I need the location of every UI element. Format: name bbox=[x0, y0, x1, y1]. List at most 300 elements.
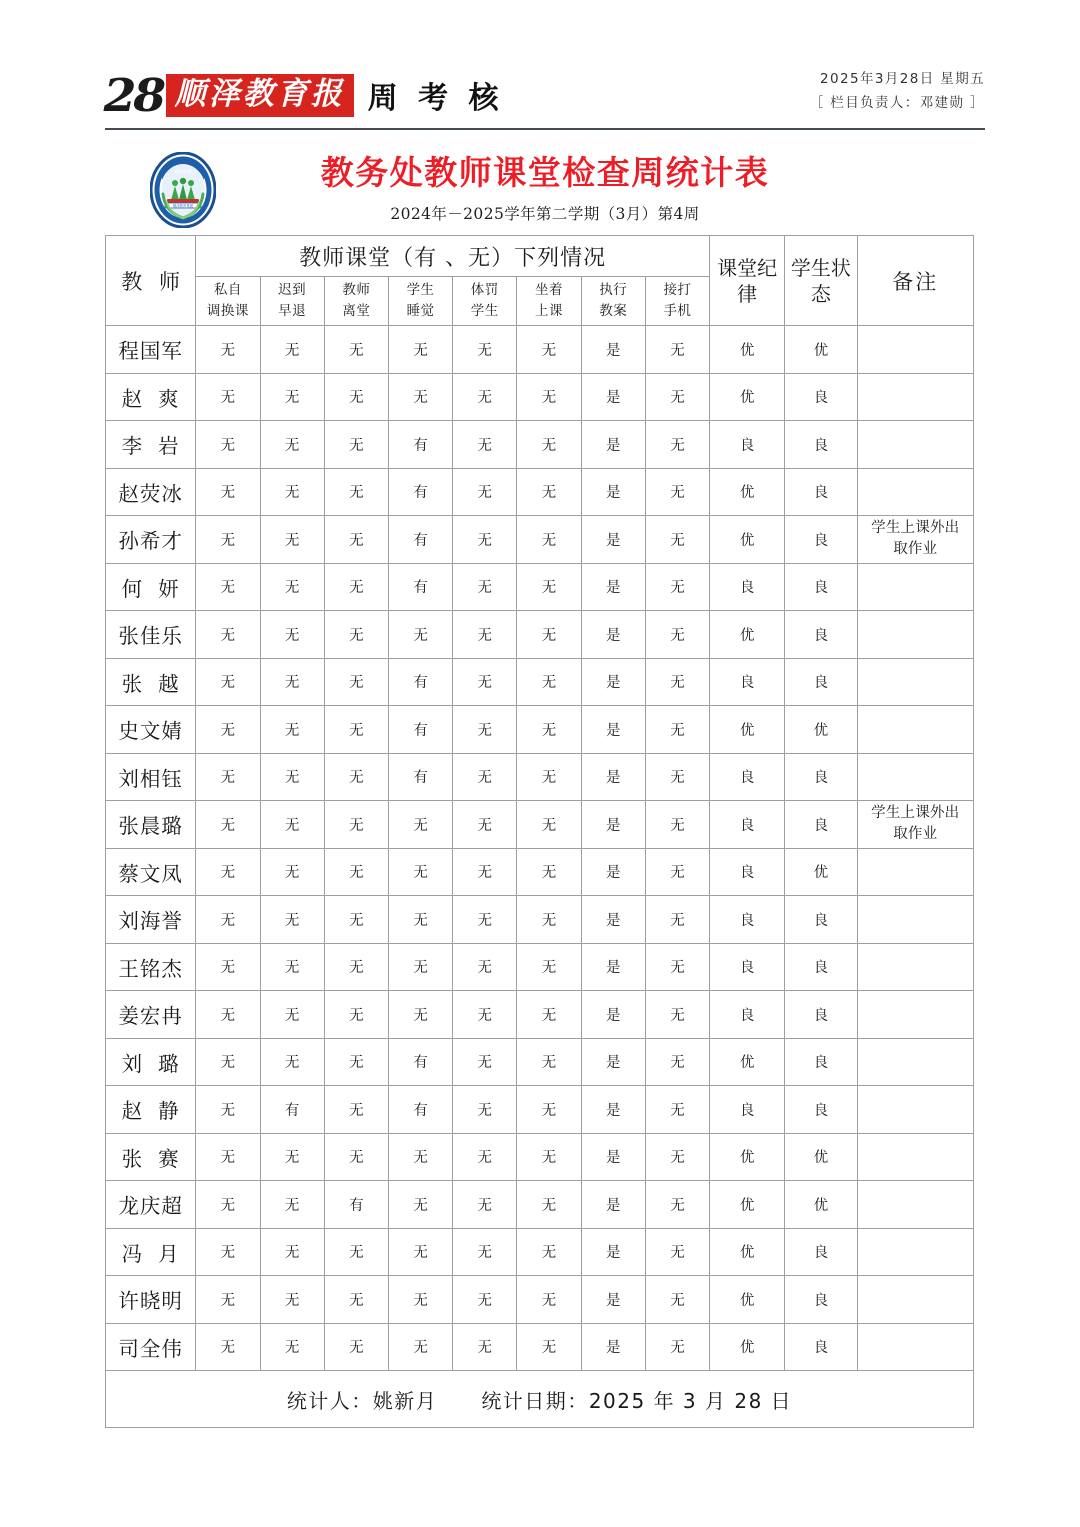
cell-item-3: 无 bbox=[324, 1086, 388, 1134]
cell-item-6: 无 bbox=[517, 753, 581, 801]
footer-row bbox=[106, 1371, 974, 1428]
cell-discipline: 良 bbox=[710, 801, 785, 849]
cell-discipline: 优 bbox=[710, 1228, 785, 1276]
cell-item-1: 无 bbox=[196, 373, 260, 421]
cell-remark bbox=[857, 563, 973, 611]
cell-item-3: 无 bbox=[324, 563, 388, 611]
footer-summary bbox=[106, 1371, 974, 1428]
cell-remark bbox=[857, 1038, 973, 1086]
cell-item-2: 无 bbox=[260, 706, 324, 754]
cell-student-state: 良 bbox=[785, 611, 857, 659]
teacher-name: 刘 璐 bbox=[106, 1038, 196, 1086]
cell-item-7: 是 bbox=[581, 326, 645, 374]
cell-item-2: 无 bbox=[260, 468, 324, 516]
header-item-8: 接打 手机 bbox=[645, 277, 709, 326]
cell-remark bbox=[857, 1181, 973, 1229]
cell-item-5: 无 bbox=[453, 706, 517, 754]
cell-item-4: 有 bbox=[388, 1038, 452, 1086]
cell-item-2: 无 bbox=[260, 563, 324, 611]
cell-item-6: 无 bbox=[517, 468, 581, 516]
cell-item-5: 无 bbox=[453, 326, 517, 374]
header-group-conditions: 教师课堂（有 、无）下列情况 bbox=[196, 236, 710, 277]
header-remark: 备注 bbox=[857, 236, 973, 326]
cell-item-3: 无 bbox=[324, 1038, 388, 1086]
cell-item-8: 无 bbox=[645, 991, 709, 1039]
cell-student-state: 良 bbox=[785, 1323, 857, 1371]
cell-remark bbox=[857, 326, 973, 374]
cell-item-3: 无 bbox=[324, 1133, 388, 1181]
cell-item-5: 无 bbox=[453, 753, 517, 801]
cell-remark bbox=[857, 706, 973, 754]
cell-student-state: 良 bbox=[785, 516, 857, 564]
header-item-6: 坐着 上课 bbox=[517, 277, 581, 326]
cell-item-8: 无 bbox=[645, 1133, 709, 1181]
page-subtitle: 2024年－2025学年第二学期（3月）第4周 bbox=[390, 205, 700, 223]
teacher-name: 张晨璐 bbox=[106, 801, 196, 849]
cell-item-5: 无 bbox=[453, 611, 517, 659]
cell-item-6: 无 bbox=[517, 1133, 581, 1181]
teacher-name: 李 岩 bbox=[106, 421, 196, 469]
cell-item-4: 无 bbox=[388, 991, 452, 1039]
teacher-name: 赵荧冰 bbox=[106, 468, 196, 516]
statistics-table-wrapper bbox=[105, 235, 974, 1428]
cell-item-1: 无 bbox=[196, 611, 260, 659]
title-block bbox=[105, 150, 985, 228]
cell-item-4: 无 bbox=[388, 611, 452, 659]
cell-student-state: 良 bbox=[785, 1228, 857, 1276]
table-row bbox=[106, 611, 974, 659]
cell-item-4: 无 bbox=[388, 1276, 452, 1324]
header-item-2: 迟到 早退 bbox=[260, 277, 324, 326]
cell-item-6: 无 bbox=[517, 896, 581, 944]
cell-item-3: 无 bbox=[324, 753, 388, 801]
cell-student-state: 良 bbox=[785, 896, 857, 944]
cell-discipline: 优 bbox=[710, 326, 785, 374]
cell-student-state: 良 bbox=[785, 421, 857, 469]
cell-discipline: 良 bbox=[710, 848, 785, 896]
table-row bbox=[106, 658, 974, 706]
cell-remark bbox=[857, 1133, 973, 1181]
header-item-3: 教师 离堂 bbox=[324, 277, 388, 326]
table-row bbox=[106, 373, 974, 421]
cell-item-7: 是 bbox=[581, 1323, 645, 1371]
cell-item-7: 是 bbox=[581, 801, 645, 849]
cell-item-5: 无 bbox=[453, 1276, 517, 1324]
cell-item-1: 无 bbox=[196, 1276, 260, 1324]
cell-item-7: 是 bbox=[581, 1228, 645, 1276]
cell-item-2: 无 bbox=[260, 1038, 324, 1086]
cell-item-8: 无 bbox=[645, 943, 709, 991]
header-student-state: 学生状 态 bbox=[785, 236, 857, 326]
cell-item-2: 无 bbox=[260, 1181, 324, 1229]
cell-remark bbox=[857, 1276, 973, 1324]
statistics-table bbox=[105, 235, 974, 1428]
cell-discipline: 优 bbox=[710, 1323, 785, 1371]
table-row bbox=[106, 1276, 974, 1324]
cell-item-3: 无 bbox=[324, 1323, 388, 1371]
cell-item-2: 无 bbox=[260, 326, 324, 374]
cell-item-3: 无 bbox=[324, 896, 388, 944]
cell-item-1: 无 bbox=[196, 1086, 260, 1134]
cell-item-6: 无 bbox=[517, 991, 581, 1039]
cell-discipline: 良 bbox=[710, 896, 785, 944]
cell-discipline: 优 bbox=[710, 611, 785, 659]
table-foot bbox=[106, 1371, 974, 1428]
cell-item-2: 无 bbox=[260, 991, 324, 1039]
cell-item-1: 无 bbox=[196, 943, 260, 991]
cell-item-4: 有 bbox=[388, 421, 452, 469]
cell-item-6: 无 bbox=[517, 1228, 581, 1276]
header-item-5: 体罚 学生 bbox=[453, 277, 517, 326]
cell-item-5: 无 bbox=[453, 801, 517, 849]
cell-discipline: 优 bbox=[710, 516, 785, 564]
cell-item-5: 无 bbox=[453, 1228, 517, 1276]
cell-remark bbox=[857, 468, 973, 516]
teacher-name: 许晓明 bbox=[106, 1276, 196, 1324]
table-row bbox=[106, 1323, 974, 1371]
cell-item-3: 无 bbox=[324, 706, 388, 754]
table-row bbox=[106, 468, 974, 516]
cell-item-8: 无 bbox=[645, 848, 709, 896]
table-row bbox=[106, 1228, 974, 1276]
cell-item-4: 有 bbox=[388, 658, 452, 706]
table-head bbox=[106, 236, 974, 326]
cell-item-4: 无 bbox=[388, 848, 452, 896]
cell-remark bbox=[857, 943, 973, 991]
section-label: 周 考 核 bbox=[367, 81, 504, 116]
cell-remark: 学生上课外出 取作业 bbox=[857, 801, 973, 849]
table-row bbox=[106, 563, 974, 611]
table-row bbox=[106, 848, 974, 896]
cell-discipline: 良 bbox=[710, 421, 785, 469]
cell-item-1: 无 bbox=[196, 801, 260, 849]
header-row-top bbox=[106, 236, 974, 277]
cell-student-state: 良 bbox=[785, 943, 857, 991]
table-row bbox=[106, 991, 974, 1039]
cell-item-1: 无 bbox=[196, 1133, 260, 1181]
cell-item-5: 无 bbox=[453, 421, 517, 469]
teacher-name: 蔡文凤 bbox=[106, 848, 196, 896]
table-row bbox=[106, 1086, 974, 1134]
cell-item-6: 无 bbox=[517, 1086, 581, 1134]
cell-item-6: 无 bbox=[517, 658, 581, 706]
teacher-name: 刘相钰 bbox=[106, 753, 196, 801]
cell-remark bbox=[857, 421, 973, 469]
cell-item-1: 无 bbox=[196, 706, 260, 754]
stat-date-value: 2025 年 3 月 28 日 bbox=[588, 1388, 793, 1413]
cell-item-8: 无 bbox=[645, 1181, 709, 1229]
header-item-1: 私自 调换课 bbox=[196, 277, 260, 326]
cell-item-4: 有 bbox=[388, 516, 452, 564]
masthead bbox=[105, 62, 985, 128]
publication-date: 2025年3月28日 星期五 bbox=[819, 71, 985, 87]
masthead-divider bbox=[105, 128, 985, 130]
cell-item-7: 是 bbox=[581, 611, 645, 659]
compiler-label: 统计人： bbox=[286, 1388, 373, 1413]
cell-item-2: 无 bbox=[260, 1276, 324, 1324]
cell-item-4: 无 bbox=[388, 1133, 452, 1181]
teacher-name: 姜宏冉 bbox=[106, 991, 196, 1039]
cell-item-5: 无 bbox=[453, 848, 517, 896]
table-row bbox=[106, 943, 974, 991]
teacher-name: 张 赛 bbox=[106, 1133, 196, 1181]
cell-item-6: 无 bbox=[517, 706, 581, 754]
cell-remark bbox=[857, 896, 973, 944]
svg-text:顺泽教育集团: 顺泽教育集团 bbox=[172, 204, 194, 208]
issue-number: 28 bbox=[103, 68, 164, 122]
teacher-name: 王铭杰 bbox=[106, 943, 196, 991]
table-row bbox=[106, 1038, 974, 1086]
cell-item-5: 无 bbox=[453, 468, 517, 516]
cell-item-7: 是 bbox=[581, 1276, 645, 1324]
cell-remark bbox=[857, 848, 973, 896]
cell-item-6: 无 bbox=[517, 421, 581, 469]
cell-item-6: 无 bbox=[517, 611, 581, 659]
teacher-name: 史文婧 bbox=[106, 706, 196, 754]
cell-item-2: 无 bbox=[260, 943, 324, 991]
cell-item-8: 无 bbox=[645, 326, 709, 374]
header-teacher: 教 师 bbox=[106, 236, 196, 326]
cell-item-8: 无 bbox=[645, 611, 709, 659]
cell-item-5: 无 bbox=[453, 373, 517, 421]
cell-item-2: 无 bbox=[260, 611, 324, 659]
cell-discipline: 良 bbox=[710, 753, 785, 801]
cell-item-6: 无 bbox=[517, 516, 581, 564]
cell-item-2: 无 bbox=[260, 658, 324, 706]
cell-item-1: 无 bbox=[196, 1038, 260, 1086]
teacher-name: 刘海誉 bbox=[106, 896, 196, 944]
cell-item-5: 无 bbox=[453, 658, 517, 706]
cell-item-6: 无 bbox=[517, 1276, 581, 1324]
cell-remark bbox=[857, 753, 973, 801]
cell-item-6: 无 bbox=[517, 1038, 581, 1086]
cell-item-4: 有 bbox=[388, 468, 452, 516]
cell-remark bbox=[857, 373, 973, 421]
cell-item-1: 无 bbox=[196, 1323, 260, 1371]
cell-item-6: 无 bbox=[517, 373, 581, 421]
cell-item-2: 无 bbox=[260, 801, 324, 849]
cell-item-8: 无 bbox=[645, 1086, 709, 1134]
cell-item-2: 无 bbox=[260, 848, 324, 896]
cell-discipline: 优 bbox=[710, 373, 785, 421]
cell-student-state: 良 bbox=[785, 991, 857, 1039]
cell-item-5: 无 bbox=[453, 896, 517, 944]
cell-item-2: 无 bbox=[260, 421, 324, 469]
cell-item-7: 是 bbox=[581, 1181, 645, 1229]
cell-item-5: 无 bbox=[453, 1181, 517, 1229]
cell-item-5: 无 bbox=[453, 1133, 517, 1181]
cell-item-7: 是 bbox=[581, 753, 645, 801]
cell-item-6: 无 bbox=[517, 943, 581, 991]
cell-item-3: 无 bbox=[324, 1276, 388, 1324]
cell-item-7: 是 bbox=[581, 421, 645, 469]
stat-date-label: 统计日期： bbox=[481, 1388, 589, 1413]
teacher-name: 张 越 bbox=[106, 658, 196, 706]
cell-item-3: 无 bbox=[324, 801, 388, 849]
cell-item-3: 无 bbox=[324, 516, 388, 564]
teacher-name: 孙希才 bbox=[106, 516, 196, 564]
cell-item-1: 无 bbox=[196, 468, 260, 516]
cell-item-3: 有 bbox=[324, 1181, 388, 1229]
teacher-name: 龙庆超 bbox=[106, 1181, 196, 1229]
cell-item-1: 无 bbox=[196, 753, 260, 801]
cell-item-7: 是 bbox=[581, 658, 645, 706]
cell-item-8: 无 bbox=[645, 1323, 709, 1371]
cell-remark bbox=[857, 1228, 973, 1276]
cell-item-2: 无 bbox=[260, 1323, 324, 1371]
cell-item-8: 无 bbox=[645, 753, 709, 801]
cell-item-1: 无 bbox=[196, 1181, 260, 1229]
cell-item-8: 无 bbox=[645, 658, 709, 706]
cell-remark: 学生上课外出 取作业 bbox=[857, 516, 973, 564]
cell-discipline: 良 bbox=[710, 943, 785, 991]
cell-discipline: 优 bbox=[710, 1038, 785, 1086]
teacher-name: 何 妍 bbox=[106, 563, 196, 611]
cell-item-3: 无 bbox=[324, 373, 388, 421]
cell-item-5: 无 bbox=[453, 563, 517, 611]
paper-name-badge: 顺泽教育报 bbox=[166, 74, 354, 117]
cell-item-1: 无 bbox=[196, 896, 260, 944]
cell-item-7: 是 bbox=[581, 896, 645, 944]
table-body bbox=[106, 326, 974, 1371]
table-row bbox=[106, 326, 974, 374]
cell-remark bbox=[857, 658, 973, 706]
table-row bbox=[106, 1181, 974, 1229]
cell-item-8: 无 bbox=[645, 706, 709, 754]
table-row bbox=[106, 1133, 974, 1181]
cell-item-4: 无 bbox=[388, 326, 452, 374]
cell-item-3: 无 bbox=[324, 848, 388, 896]
cell-item-3: 无 bbox=[324, 421, 388, 469]
cell-item-8: 无 bbox=[645, 1276, 709, 1324]
table-row bbox=[106, 421, 974, 469]
cell-item-2: 无 bbox=[260, 373, 324, 421]
svg-text:顺泽学校: 顺泽学校 bbox=[174, 169, 192, 174]
cell-item-6: 无 bbox=[517, 326, 581, 374]
teacher-name: 张佳乐 bbox=[106, 611, 196, 659]
cell-item-5: 无 bbox=[453, 943, 517, 991]
column-editor: ［ 栏目负责人：邓建勋 ］ bbox=[809, 94, 985, 111]
cell-item-1: 无 bbox=[196, 658, 260, 706]
table-row bbox=[106, 896, 974, 944]
cell-item-4: 有 bbox=[388, 706, 452, 754]
cell-item-1: 无 bbox=[196, 1228, 260, 1276]
cell-item-5: 无 bbox=[453, 991, 517, 1039]
cell-discipline: 优 bbox=[710, 1276, 785, 1324]
cell-item-7: 是 bbox=[581, 848, 645, 896]
cell-student-state: 良 bbox=[785, 468, 857, 516]
cell-item-8: 无 bbox=[645, 896, 709, 944]
cell-item-8: 无 bbox=[645, 516, 709, 564]
cell-student-state: 优 bbox=[785, 706, 857, 754]
header-discipline: 课堂纪 律 bbox=[710, 236, 785, 326]
cell-discipline: 良 bbox=[710, 991, 785, 1039]
cell-item-4: 无 bbox=[388, 801, 452, 849]
cell-student-state: 良 bbox=[785, 753, 857, 801]
cell-item-3: 无 bbox=[324, 611, 388, 659]
compiler-name: 姚新月 bbox=[372, 1388, 438, 1413]
cell-item-3: 无 bbox=[324, 991, 388, 1039]
teacher-name: 赵 爽 bbox=[106, 373, 196, 421]
cell-item-8: 无 bbox=[645, 1038, 709, 1086]
cell-item-2: 无 bbox=[260, 896, 324, 944]
cell-item-2: 无 bbox=[260, 516, 324, 564]
cell-item-6: 无 bbox=[517, 848, 581, 896]
cell-student-state: 良 bbox=[785, 801, 857, 849]
cell-item-8: 无 bbox=[645, 563, 709, 611]
cell-item-2: 无 bbox=[260, 753, 324, 801]
cell-item-1: 无 bbox=[196, 516, 260, 564]
cell-item-2: 无 bbox=[260, 1228, 324, 1276]
cell-item-6: 无 bbox=[517, 563, 581, 611]
cell-student-state: 良 bbox=[785, 563, 857, 611]
cell-item-7: 是 bbox=[581, 563, 645, 611]
cell-discipline: 良 bbox=[710, 1086, 785, 1134]
header-item-4: 学生 睡觉 bbox=[388, 277, 452, 326]
cell-item-7: 是 bbox=[581, 516, 645, 564]
cell-item-2: 无 bbox=[260, 1133, 324, 1181]
cell-item-6: 无 bbox=[517, 801, 581, 849]
cell-student-state: 优 bbox=[785, 326, 857, 374]
cell-item-7: 是 bbox=[581, 373, 645, 421]
cell-item-1: 无 bbox=[196, 326, 260, 374]
cell-item-4: 无 bbox=[388, 373, 452, 421]
cell-discipline: 良 bbox=[710, 563, 785, 611]
table-row bbox=[106, 516, 974, 564]
cell-item-1: 无 bbox=[196, 848, 260, 896]
cell-item-8: 无 bbox=[645, 801, 709, 849]
cell-item-4: 有 bbox=[388, 1086, 452, 1134]
cell-remark bbox=[857, 611, 973, 659]
cell-item-6: 无 bbox=[517, 1181, 581, 1229]
cell-item-4: 有 bbox=[388, 563, 452, 611]
cell-discipline: 优 bbox=[710, 1181, 785, 1229]
cell-item-2: 有 bbox=[260, 1086, 324, 1134]
cell-remark bbox=[857, 991, 973, 1039]
teacher-name: 司全伟 bbox=[106, 1323, 196, 1371]
cell-item-7: 是 bbox=[581, 1133, 645, 1181]
cell-item-1: 无 bbox=[196, 991, 260, 1039]
cell-remark bbox=[857, 1086, 973, 1134]
cell-item-4: 无 bbox=[388, 943, 452, 991]
teacher-name: 程国军 bbox=[106, 326, 196, 374]
table-row bbox=[106, 801, 974, 849]
cell-item-3: 无 bbox=[324, 943, 388, 991]
masthead-meta bbox=[810, 68, 985, 115]
cell-student-state: 良 bbox=[785, 373, 857, 421]
cell-item-3: 无 bbox=[324, 326, 388, 374]
table-row bbox=[106, 706, 974, 754]
cell-item-3: 无 bbox=[324, 658, 388, 706]
cell-remark bbox=[857, 1323, 973, 1371]
cell-item-8: 无 bbox=[645, 373, 709, 421]
table-row bbox=[106, 753, 974, 801]
cell-item-7: 是 bbox=[581, 1086, 645, 1134]
header-item-7: 执行 教案 bbox=[581, 277, 645, 326]
cell-student-state: 良 bbox=[785, 1086, 857, 1134]
cell-item-8: 无 bbox=[645, 421, 709, 469]
cell-student-state: 良 bbox=[785, 1276, 857, 1324]
cell-item-8: 无 bbox=[645, 1228, 709, 1276]
cell-item-5: 无 bbox=[453, 516, 517, 564]
cell-item-7: 是 bbox=[581, 468, 645, 516]
cell-student-state: 优 bbox=[785, 1181, 857, 1229]
cell-item-4: 无 bbox=[388, 896, 452, 944]
cell-item-5: 无 bbox=[453, 1086, 517, 1134]
cell-student-state: 良 bbox=[785, 658, 857, 706]
cell-item-5: 无 bbox=[453, 1323, 517, 1371]
cell-item-7: 是 bbox=[581, 1038, 645, 1086]
